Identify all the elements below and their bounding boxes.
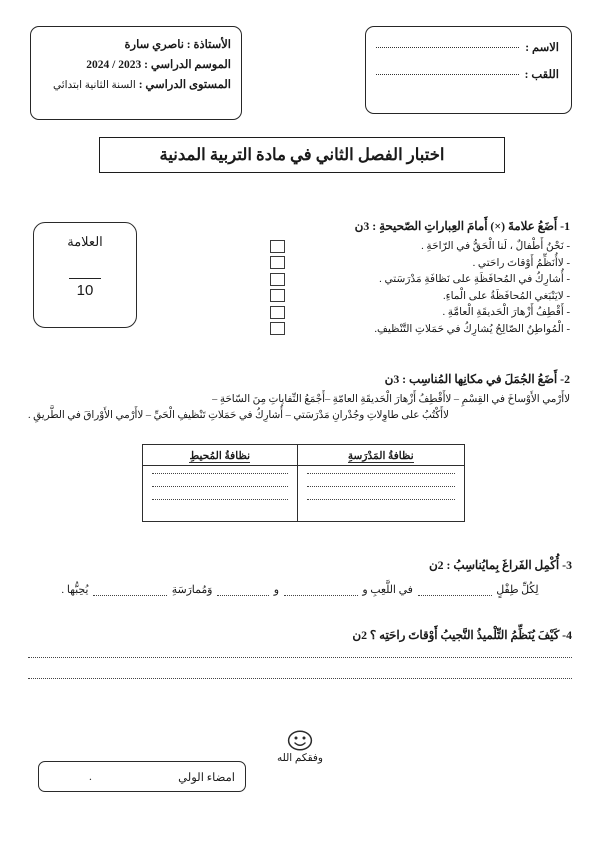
question-2-choices-line-2: لاأَكْتُبُ على طاوِلاتِ وجُدْرانِ مَدْرَسَتي – أُشارِكُ في حَمَلاتِ تَنْظيفِ الْحَيِّ – لاأَرْمي الأَوْراقَ في الطَّريقِ . [28, 409, 449, 421]
statement-row [270, 238, 570, 255]
smiley-face-icon [287, 730, 313, 751]
blessing-text: وفقكم الله [276, 753, 324, 764]
statement-text: - الْمُواطِنُ الصّالِحُ يُشارِكُ في حَمَلاتِ التَّنْظيفِ. [374, 323, 570, 335]
statement-row [270, 304, 570, 321]
footer-blessing [0, 730, 600, 764]
answer-line[interactable] [307, 486, 455, 487]
answer-line[interactable] [307, 499, 455, 500]
statement-text: - أَقْطِفُ أَزْهارَ الْحَديقَةِ الْعامَّةِ . [442, 307, 570, 319]
mark-fraction-bar [69, 278, 101, 279]
header [30, 26, 572, 120]
sentence-part-2: في اللَّعِبِ و [362, 584, 413, 596]
student-surname-field[interactable] [376, 67, 559, 81]
exam-title: اختبار الفصل الثاني في مادة التربية المدنية [159, 145, 445, 164]
student-info-box [365, 26, 572, 114]
question-1 [270, 219, 570, 337]
student-name-field[interactable] [376, 40, 559, 54]
mark-label: العلامة [67, 234, 103, 249]
fill-blank[interactable] [284, 586, 358, 596]
question-2 [28, 372, 570, 424]
student-surname-input[interactable] [376, 73, 519, 75]
statement-text: - أُشارِكُ في المُحافَظَةِ على نَظافَةِ مَدْرَسَتي . [379, 274, 570, 286]
table-header-school-label: نظافةُ المَدْرَسةِ [347, 451, 414, 462]
sentence-part-5: يُحِبُّها . [61, 584, 89, 596]
mark-fraction[interactable] [69, 278, 101, 299]
statement-row [270, 271, 570, 288]
teacher-info-box [30, 26, 242, 120]
teacher-name-line: الأستاذة : ناصري سارة [124, 39, 231, 51]
statement-checkbox[interactable] [270, 273, 285, 286]
sentence-part-4: وَمُمارَسَةِ [171, 584, 213, 596]
parent-signature-box[interactable] [38, 761, 246, 792]
table-header-school [297, 445, 464, 466]
mark-denominator: 10 [76, 282, 94, 299]
question-4-heading: 4- كَيْفَ يُنَظِّمُ التِّلْميذُ النَّجيبُ أَوْقاتَ راحَتِه ؟ 2ن [352, 628, 572, 642]
statement-checkbox[interactable] [270, 322, 285, 335]
question-4 [28, 628, 572, 699]
question-3 [28, 558, 572, 596]
exam-title-box [99, 137, 505, 173]
student-name-input[interactable] [376, 46, 519, 48]
question-3-heading: 3- أُكْمِل الفَراغَ بِمايُناسِبُ : 2ن [428, 558, 572, 572]
question-2-choices-line-1: لاأَرْمي الأَوْساخَ في القِسْمِ – لاأَقْطِفُ أَزْهارَ الْحَديقَةِ العامّةِ –أَجْمَعُ النِّفاياتِ مِنَ السّاحَةِ – [212, 394, 570, 405]
table-header-environment [143, 445, 298, 466]
question-4-answer-area[interactable] [28, 657, 572, 679]
sentence-part-1: لِكُلِّ طِفْلٍ [496, 584, 539, 596]
school-level-line [39, 75, 231, 95]
statement-text: - نَحْنُ أَطْفالٌ ، لَنا الْحَقُّ في الرّاحَةِ . [421, 241, 570, 253]
sentence-part-3: و [273, 584, 279, 596]
statement-text: - لاأُنَظِّمُ أَوْقاتَ راحَتي . [472, 257, 570, 269]
parent-signature-label: امضاء الولي [178, 771, 235, 784]
question-2-choices [28, 392, 570, 424]
statement-checkbox[interactable] [270, 256, 285, 269]
fill-blank[interactable] [93, 586, 167, 596]
parent-signature-mark: . [89, 770, 92, 783]
table-row [143, 466, 465, 522]
question-3-fill-sentence [28, 583, 572, 596]
statement-row [270, 321, 570, 338]
student-surname-label: اللقب : [524, 69, 559, 81]
mark-box [33, 222, 137, 328]
question-1-heading: 1- أَضَعُ علامةَ (×) أَمامَ العِباراتِ الصّحيحةِ : 3ن [354, 219, 570, 233]
table-header-row [143, 445, 465, 466]
fill-blank[interactable] [217, 586, 269, 596]
statement-row [270, 255, 570, 272]
table-header-environment-label: نظافةُ المُحيطِ [189, 451, 251, 462]
statement-checkbox[interactable] [270, 240, 285, 253]
statement-checkbox[interactable] [270, 306, 285, 319]
table-cell-environment-answers[interactable] [143, 466, 298, 522]
fill-blank[interactable] [418, 586, 492, 596]
school-year-line: الموسم الدراسي : 2023 / 2024 [86, 59, 231, 72]
question-2-table [142, 444, 465, 522]
school-level-value: السنة الثانية ابتدائي [52, 80, 136, 92]
answer-line[interactable] [307, 473, 455, 474]
statement-checkbox[interactable] [270, 289, 285, 302]
table-cell-school-answers[interactable] [297, 466, 464, 522]
statement-row [270, 288, 570, 305]
answer-line[interactable] [28, 678, 572, 679]
school-level-label: المستوى الدراسي : [138, 79, 231, 92]
answer-line[interactable] [152, 473, 288, 474]
student-name-label: الاسم : [525, 42, 559, 54]
answer-line[interactable] [28, 657, 572, 658]
statement-text: - لايَنْبَغي المُحافَظَةُ على الْماءِ. [442, 290, 570, 302]
question-2-heading: 2- أَضَعُ الجُمَلَ في مكانِها المُناسِب : 3ن [384, 372, 570, 386]
answer-line[interactable] [152, 486, 288, 487]
question-1-statements [270, 238, 570, 337]
answer-line[interactable] [152, 499, 288, 500]
